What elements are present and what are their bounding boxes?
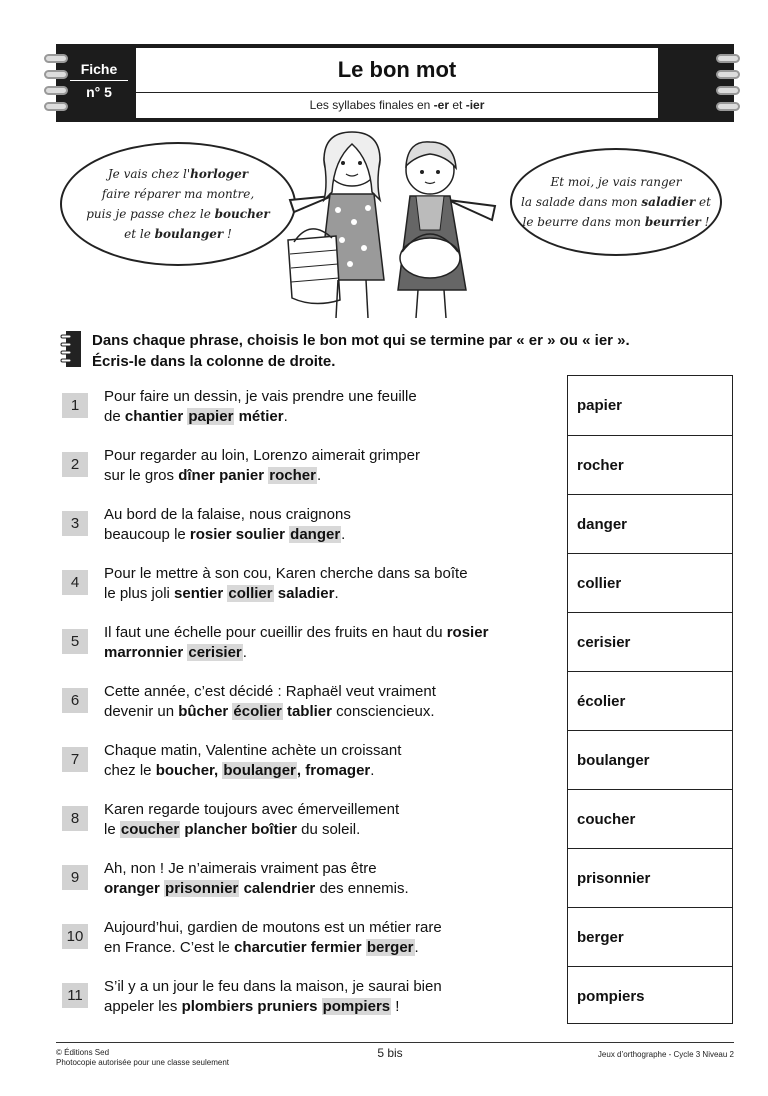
- word-choice: cerisier: [188, 644, 242, 661]
- sentence-line: [104, 505, 544, 525]
- sentence-line: [104, 702, 544, 722]
- word-choice: métier: [238, 408, 284, 425]
- sentence-line: [104, 643, 544, 663]
- answer-cell[interactable]: cerisier: [568, 612, 732, 671]
- word-choice: marronnier: [104, 644, 184, 661]
- sentence-text: devenir un: [104, 703, 175, 720]
- instruction-line: Écris-le dans la colonne de droite.: [92, 353, 336, 370]
- sentence-line: [104, 997, 544, 1017]
- title-box: [136, 48, 658, 118]
- sentence-text: Pour regarder au loin, Lorenzo aimerait grimper: [104, 447, 420, 464]
- sentence-text: du soleil.: [301, 821, 361, 838]
- footer-book-title: Jeux d’orthographe - Cycle 3 Niveau 2: [597, 1050, 734, 1059]
- sentence-text: Cette année, c’est décidé : Raphaël veut vraiment: [104, 683, 436, 700]
- exercise-sentence: [104, 387, 544, 427]
- word-choice: soulier: [235, 526, 285, 543]
- exercise-number: 6: [62, 688, 88, 713]
- sentence-text: .: [370, 762, 375, 779]
- page-title: Le bon mot: [337, 57, 457, 82]
- sentence-line: [104, 800, 544, 820]
- word-choice: coucher: [120, 821, 180, 838]
- word-choice: bûcher: [178, 703, 229, 720]
- binder-ring-icon: [44, 70, 68, 79]
- sentence-text: de: [104, 408, 121, 425]
- subtitle-er: -er: [433, 98, 450, 112]
- footer-publisher: © Éditions Sed: [56, 1048, 110, 1057]
- word-choice: oranger: [104, 880, 160, 897]
- sentence-line: [104, 584, 544, 604]
- answer-cell[interactable]: collier: [568, 553, 732, 612]
- binder-ring-icon: [716, 70, 740, 79]
- subtitle-prefix: Les syllabes finales en: [309, 98, 431, 112]
- speech-text: faire réparer ma montre,: [101, 187, 255, 201]
- sentence-text: Ah, non ! Je n’aimerais vraiment pas être: [104, 860, 377, 877]
- exercise-sentence: [104, 918, 544, 958]
- worksheet-header: [56, 44, 734, 122]
- word-choice: plancher: [184, 821, 247, 838]
- word-choice: fermier: [310, 939, 362, 956]
- answer-cell[interactable]: prisonnier: [568, 848, 732, 907]
- sentence-text: S’il y a un jour le feu dans la maison, je saurai bien: [104, 978, 442, 995]
- word-choice: boîtier: [251, 821, 297, 838]
- sentence-text: le plus joli: [104, 585, 170, 602]
- sentence-text: .: [414, 939, 419, 956]
- answer-column: [567, 375, 733, 1024]
- page-subtitle: [136, 96, 658, 114]
- answer-cell[interactable]: berger: [568, 907, 732, 966]
- sentence-line: [104, 859, 544, 879]
- sentence-line: [104, 407, 544, 427]
- sentence-text: Chaque matin, Valentine achète un croissant: [104, 742, 402, 759]
- exercise-number: 11: [62, 983, 88, 1008]
- exercise-sentence: [104, 859, 544, 899]
- sentence-text: .: [341, 526, 346, 543]
- sentence-line: [104, 918, 544, 938]
- sentence-text: en France. C’est le: [104, 939, 230, 956]
- sentence-line: [104, 879, 544, 899]
- exercise-sentence: [104, 446, 544, 486]
- word-choice: papier: [188, 408, 234, 425]
- exercise-number: 9: [62, 865, 88, 890]
- two-girls-illustration: [280, 130, 500, 320]
- sentence-text: !: [395, 998, 400, 1015]
- speech-text: Et moi, je vais ranger: [550, 175, 682, 189]
- binder-ring-icon: [44, 102, 68, 111]
- sentence-text: des ennemis.: [319, 880, 409, 897]
- sentence-text: .: [283, 408, 288, 425]
- word-choice: berger: [366, 939, 414, 956]
- sentence-line: [104, 938, 544, 958]
- word-choice: sentier: [174, 585, 224, 602]
- speech-text: et le: [124, 227, 151, 241]
- word-choice: rosier: [189, 526, 232, 543]
- answer-cell[interactable]: rocher: [568, 435, 732, 494]
- sentence-text: beaucoup le: [104, 526, 186, 543]
- fiche-label: Fiche: [70, 58, 128, 81]
- exercise-number: 7: [62, 747, 88, 772]
- sentence-text: appeler les: [104, 998, 178, 1015]
- fiche-label-box: [70, 58, 128, 106]
- exercise-sentence: [104, 505, 544, 545]
- binder-ring-icon: [716, 54, 740, 63]
- speech-keyword: horloger: [190, 167, 249, 181]
- sentence-line: [104, 820, 544, 840]
- exercise-sentence: [104, 741, 544, 781]
- binder-ring-icon: [44, 54, 68, 63]
- exercise-sentence: [104, 564, 544, 604]
- word-choice: , fromager: [296, 762, 371, 779]
- answer-cell[interactable]: coucher: [568, 789, 732, 848]
- speech-text: et: [699, 195, 711, 209]
- speech-keyword: boucher: [214, 207, 270, 221]
- fiche-number: n° 5: [86, 84, 112, 100]
- word-choice: écolier: [233, 703, 282, 720]
- sentence-text: Aujourd’hui, gardien de moutons est un métier rare: [104, 919, 442, 936]
- sentence-text: Karen regarde toujours avec émerveillement: [104, 801, 400, 818]
- exercise-number: 1: [62, 393, 88, 418]
- notebook-icon: [60, 330, 82, 368]
- word-choice: plombiers: [181, 998, 254, 1015]
- word-choice: rocher: [269, 467, 316, 484]
- sentence-text: consciencieux.: [336, 703, 435, 720]
- exercise-sentence: [104, 623, 544, 663]
- sentence-text: .: [334, 585, 339, 602]
- footer-photocopy-note: Photocopie autorisée pour une classe seulement: [56, 1058, 229, 1067]
- binder-ring-icon: [716, 86, 740, 95]
- exercise-sentence: [104, 977, 544, 1017]
- sentence-line: [104, 387, 544, 407]
- sentence-line: [104, 564, 544, 584]
- word-choice: calendrier: [243, 880, 316, 897]
- sentence-text: Il faut une échelle pour cueillir des fruits en haut du: [104, 624, 443, 641]
- sentence-line: [104, 466, 544, 486]
- exercise-sentence: [104, 800, 544, 840]
- subtitle-ier: -ier: [465, 98, 485, 112]
- sentence-text: Au bord de la falaise, nous craignons: [104, 506, 351, 523]
- word-choice: tablier: [286, 703, 332, 720]
- word-choice: charcutier: [234, 939, 307, 956]
- word-choice: panier: [219, 467, 265, 484]
- word-choice: chantier: [124, 408, 184, 425]
- word-choice: danger: [290, 526, 341, 543]
- sentence-line: [104, 446, 544, 466]
- sentence-text: .: [316, 467, 322, 484]
- sentence-line: [104, 623, 544, 643]
- speech-keyword: saladier: [641, 195, 696, 209]
- binder-ring-icon: [44, 86, 68, 95]
- exercise-number: 3: [62, 511, 88, 536]
- speech-text: le beurre dans mon: [522, 215, 642, 229]
- speech-text: Je vais chez l': [107, 167, 191, 181]
- answer-cell[interactable]: écolier: [568, 671, 732, 730]
- instruction-line: Dans chaque phrase, choisis le bon mot qui se termine par « er » ou « ier ».: [92, 332, 630, 349]
- sentence-text: .: [242, 644, 247, 661]
- binder-ring-icon: [716, 102, 740, 111]
- answer-cell[interactable]: papier: [577, 397, 623, 414]
- instructions: [92, 330, 712, 372]
- sentence-text: Pour le mettre à son cou, Karen cherche dans sa boîte: [104, 565, 468, 582]
- answer-cell[interactable]: boulanger: [568, 730, 732, 789]
- sentence-line: [104, 525, 544, 545]
- speech-text: puis je passe chez le: [86, 207, 211, 221]
- word-choice: prisonnier: [165, 880, 239, 897]
- word-choice: collier: [228, 585, 273, 602]
- title-divider: [136, 92, 658, 93]
- footer-divider: [56, 1042, 734, 1043]
- sentence-text: chez le: [104, 762, 152, 779]
- speech-text: !: [227, 227, 232, 241]
- speech-bubble-right: [510, 148, 722, 256]
- speech-bubble-left: [60, 142, 296, 266]
- answer-cell[interactable]: danger: [568, 494, 732, 553]
- sentence-text: sur le gros: [104, 467, 175, 484]
- footer-copyright: [56, 1048, 229, 1068]
- sentence-text: le: [104, 821, 116, 838]
- sentence-line: [104, 977, 544, 997]
- page-number: 5 bis: [377, 1046, 403, 1060]
- word-choice: boulanger: [223, 762, 296, 779]
- exercise-number: 5: [62, 629, 88, 654]
- sentence-text: Pour faire un dessin, je vais prendre une feuille: [104, 388, 417, 405]
- speech-keyword: beurrier: [644, 215, 701, 229]
- exercise-sentence: [104, 682, 544, 722]
- exercise-number: 10: [62, 924, 88, 949]
- exercise-number: 4: [62, 570, 88, 595]
- word-choice: pruniers: [257, 998, 318, 1015]
- word-choice: rosier: [446, 624, 489, 641]
- word-choice: pompiers: [322, 998, 391, 1015]
- exercise-number: 2: [62, 452, 88, 477]
- speech-keyword: boulanger: [154, 227, 224, 241]
- sentence-line: [104, 741, 544, 761]
- word-choice: saladier: [277, 585, 335, 602]
- word-choice: boucher,: [155, 762, 219, 779]
- answer-cell[interactable]: pompiers: [568, 966, 732, 1025]
- speech-text: la salade dans mon: [521, 195, 638, 209]
- word-choice: dîner: [178, 467, 215, 484]
- exercise-number: 8: [62, 806, 88, 831]
- subtitle-and: et: [452, 98, 463, 112]
- sentence-line: [104, 682, 544, 702]
- speech-text: !: [704, 215, 710, 229]
- sentence-line: [104, 761, 544, 781]
